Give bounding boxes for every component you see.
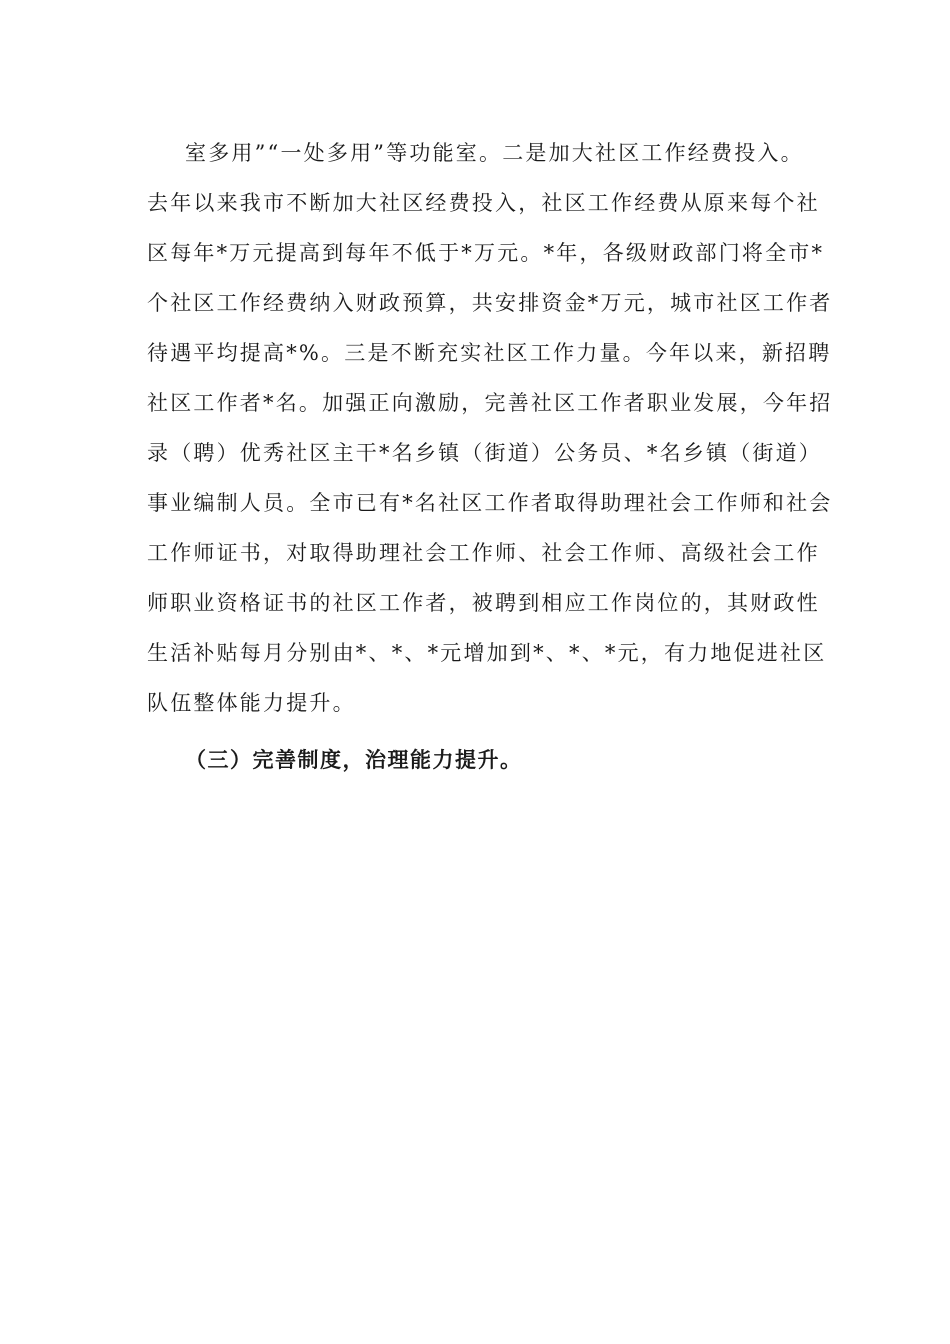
section-heading: （三）完善制度，治理能力提升。 — [185, 747, 523, 772]
body-paragraph — [147, 128, 833, 728]
paragraph-line: 室多用”“一处多用”等功能室。二是加大社区工作经费投入。 — [185, 141, 804, 165]
paragraph-line: 区每年*万元提高到每年不低于*万元。*年，各级财政部门将全市* — [147, 241, 825, 265]
paragraph-line: 个社区工作经费纳入财政预算，共安排资金*万元，城市社区工作者 — [147, 291, 833, 315]
paragraph-line: 录（聘）优秀社区主干*名乡镇（街道）公务员、*名乡镇（街道） — [147, 441, 822, 465]
paragraph-line: 去年以来我市不断加大社区经费投入，社区工作经费从原来每个社 — [147, 191, 820, 215]
paragraph-line: 工作师证书，对取得助理社会工作师、社会工作师、高级社会工作 — [147, 541, 820, 565]
paragraph-line: 师职业资格证书的社区工作者，被聘到相应工作岗位的，其财政性 — [147, 591, 820, 615]
paragraph-line: 社区工作者*名。加强正向激励，完善社区工作者职业发展，今年招 — [147, 391, 833, 415]
paragraph-line: 事业编制人员。全市已有*名社区工作者取得助理社会工作师和社会 — [147, 491, 833, 515]
paragraph-line: 生活补贴每月分别由*、*、*元增加到*、*、*元，有力地促进社区 — [147, 641, 827, 665]
paragraph-line: 队伍整体能力提升。 — [147, 691, 356, 715]
paragraph-line: 待遇平均提高*%。三是不断充实社区工作力量。今年以来，新招聘 — [147, 341, 832, 365]
